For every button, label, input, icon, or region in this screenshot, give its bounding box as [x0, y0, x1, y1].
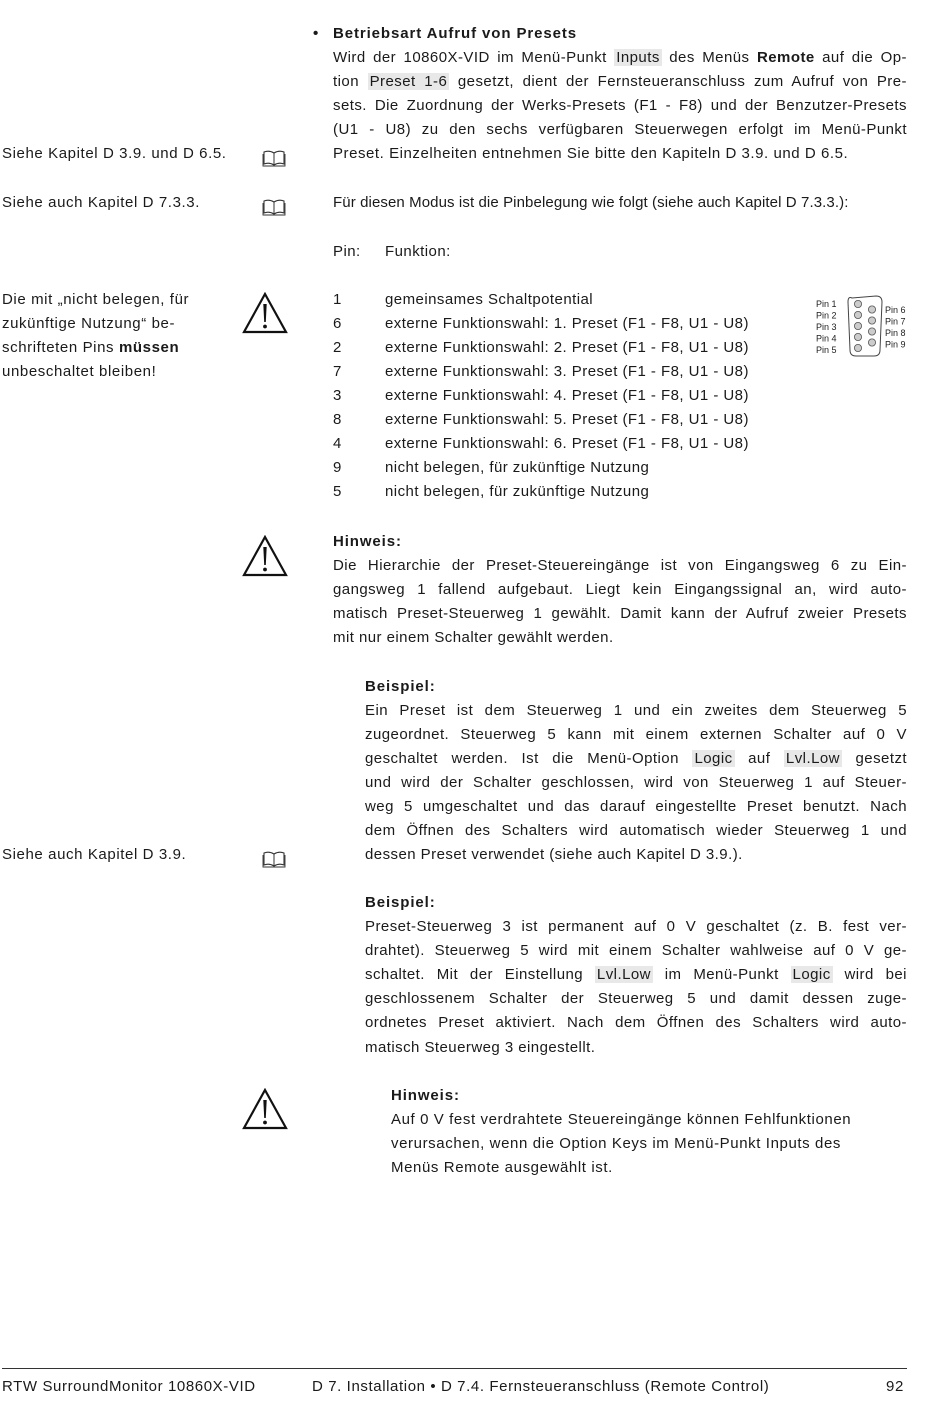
intro-line-4: (U1 - U8) zu den sechs verfügbaren Steuerwegen erfolgt im Menü-Punkt	[333, 121, 907, 138]
beispiel-line: dessen Preset verwendet (siehe auch Kapitel D 3.9.).	[365, 846, 743, 863]
menu-value-inputs: Inputs	[616, 49, 660, 66]
connector-pin	[854, 300, 861, 307]
menu-value-logic: Logic	[694, 750, 733, 767]
hinweis-line: Die Hierarchie der Preset-Steuereingänge ist von Eingangsweg 6 zu Ein-	[333, 557, 907, 574]
function-header: Funktion:	[385, 243, 451, 260]
connector-label-right: Pin 8	[885, 328, 906, 338]
beispiel-line: schaltet. Mit der Einstellung Lvl.Low im Menü-Punkt Logic wird bei	[365, 966, 907, 983]
intro-line-1: Wird der 10860X-VID im Menü-Punkt Inputs des Menüs Remote auf die Op-	[333, 49, 907, 66]
footer-page-number: 92	[886, 1378, 904, 1395]
beispiel-line: geschlossenem Schalter der Steuerweg 5 und damit dessen zuge-	[365, 990, 907, 1007]
beispiel-title: Beispiel:	[365, 678, 436, 695]
hinweis-line: gangsweg 1 fallend aufgebaut. Liegt kein Eingangssignal an, wird auto-	[333, 581, 907, 598]
menu-name-remote: Remote	[756, 49, 815, 66]
connector-label-right: Pin 6	[885, 305, 906, 315]
menu-value-lvl-low: Lvl.Low	[785, 750, 840, 767]
beispiel-line: und wird der Schalter geschlossen, wird von Steuerweg 1 auf Steuer-	[365, 774, 907, 791]
connector-pin	[854, 344, 861, 351]
beispiel-line: matisch Steuerweg 3 eingestellt.	[365, 1039, 596, 1056]
warning-icon	[242, 535, 288, 577]
hinweis-line: Menüs Remote ausgewählt ist.	[391, 1159, 613, 1176]
book-icon	[262, 198, 286, 216]
beispiel-line: zugeordnet. Steuerweg 5 kann mit einem externen Schalter auf 0 V	[365, 726, 907, 743]
intro-line-2: tion Preset 1-6 gesetzt, dient der Fernsteueranschluss zum Aufruf von Pre-	[333, 73, 907, 90]
connector-label-right: Pin 7	[885, 316, 906, 327]
book-icon	[262, 850, 286, 868]
connector-pin	[854, 322, 861, 329]
connector-label-left: Pin 3	[816, 322, 837, 332]
connector-shell	[848, 296, 882, 356]
hinweis-line: Auf 0 V fest verdrahtete Steuereingänge können Fehlfunktionen	[391, 1111, 852, 1128]
connector-pin	[854, 311, 861, 318]
pin-header: Pin:	[333, 243, 361, 260]
margin-note-reference: Siehe auch Kapitel D 7.3.3.	[2, 194, 200, 211]
connector-pin	[868, 306, 875, 313]
beispiel-line: dem Öffnen des Schalters wird automatisch wieder Steuerweg 1 und	[365, 822, 907, 839]
intro-line-5: Preset. Einzelheiten entnehmen Sie bitte den Kapiteln D 3.9. und D 6.5.	[333, 145, 849, 162]
connector-label-left: Pin 4	[816, 333, 837, 344]
connector-pin	[868, 339, 875, 346]
beispiel-line: ordnetes Preset aktiviert. Nach dem Öffnen des Schalters wird auto-	[365, 1014, 907, 1031]
beispiel-line: drahtet). Steuerweg 5 wird mit einem Schalter wahlweise auf 0 V ge-	[365, 942, 907, 959]
warning-icon	[242, 1088, 288, 1130]
margin-note-warning: zukünftige Nutzung“ be-	[2, 315, 176, 332]
pin-table: 1 gemeinsames Schaltpotential 6 externe Funktionswahl: 1. Preset (F1 - F8, U1 - U8) 2 externe Funktionswahl: 2. Preset (F1 - F8, U1 - U8) 7 externe Funktionswahl: 3. Preset (F1 - F8, U1 - U8) 3 externe Funktionswahl: 4. Preset (F1 - F8, U1 - U8) 8 externe Funktionswahl: 5. Preset (F1 - F8, U1 - U8) 4 externe Funktionswahl: 6. Preset (F1 - F8, U1 - U8) 9 nicht belegen, für zukünftige Nutzung 5 nicht belegen, für zukünftige Nutzung	[333, 291, 749, 500]
section-bullet: •	[313, 25, 319, 42]
warning-icon	[242, 292, 288, 334]
footer-product: RTW SurroundMonitor 10860X-VID	[2, 1378, 256, 1395]
connector-pin	[854, 333, 861, 340]
connector-label-left: Pin 1	[816, 299, 837, 309]
beispiel-line: weg 5 umgeschaltet und das darauf eingestellte Preset benutzt. Nach	[365, 798, 907, 815]
hinweis-title: Hinweis:	[391, 1087, 460, 1104]
connector-label-right: Pin 9	[885, 339, 906, 350]
connector-label-left: Pin 5	[816, 345, 837, 355]
margin-note-warning: Die mit „nicht belegen, für	[2, 291, 190, 308]
book-icon	[262, 149, 286, 167]
pin-intro: Für diesen Modus ist die Pinbelegung wie folgt (siehe auch Kapitel D 7.3.3.):	[333, 194, 849, 211]
beispiel-line: Ein Preset ist dem Steuerweg 1 und ein zweites dem Steuerweg 5	[365, 702, 907, 719]
hinweis-line: mit nur einem Schalter gewählt werden.	[333, 629, 614, 646]
menu-value-logic: Logic	[792, 966, 831, 983]
menu-value-preset: Preset 1-6	[369, 73, 448, 90]
beispiel-line: geschaltet werden. Ist die Menü-Option Logic auf Lvl.Low gesetzt	[365, 750, 908, 767]
beispiel-title: Beispiel:	[365, 894, 436, 911]
menu-value-lvl-low: Lvl.Low	[596, 966, 651, 983]
beispiel-line: Preset-Steuerweg 3 ist permanent auf 0 V geschaltet (z. B. fest ver-	[365, 918, 907, 935]
hinweis-line: verursachen, wenn die Option Keys im Menü-Punkt Inputs des	[391, 1135, 842, 1152]
connector-label-left: Pin 2	[816, 310, 837, 321]
hinweis-line: matisch Preset-Steuerweg 1 gewählt. Damit kann der Aufruf zweier Presets	[333, 605, 907, 622]
connector-pin	[868, 317, 875, 324]
margin-note-reference: Siehe auch Kapitel D 3.9.	[2, 846, 187, 863]
subd-connector-diagram	[812, 292, 910, 362]
margin-note-warning: schrifteten Pins müssen	[2, 339, 180, 356]
footer-divider	[2, 1368, 907, 1369]
footer-chapter: D 7. Installation • D 7.4. Fernsteueranschluss (Remote Control)	[312, 1378, 770, 1395]
margin-note-warning: unbeschaltet bleiben!	[2, 363, 157, 380]
hinweis-title: Hinweis:	[333, 533, 402, 550]
margin-note-reference: Siehe Kapitel D 3.9. und D 6.5.	[2, 145, 227, 162]
connector-pin	[868, 328, 875, 335]
intro-line-3: sets. Die Zuordnung der Werks-Presets (F1 - F8) und der Benzutzer-Presets	[333, 97, 907, 114]
section-title: Betriebsart Aufruf von Presets	[333, 25, 578, 42]
